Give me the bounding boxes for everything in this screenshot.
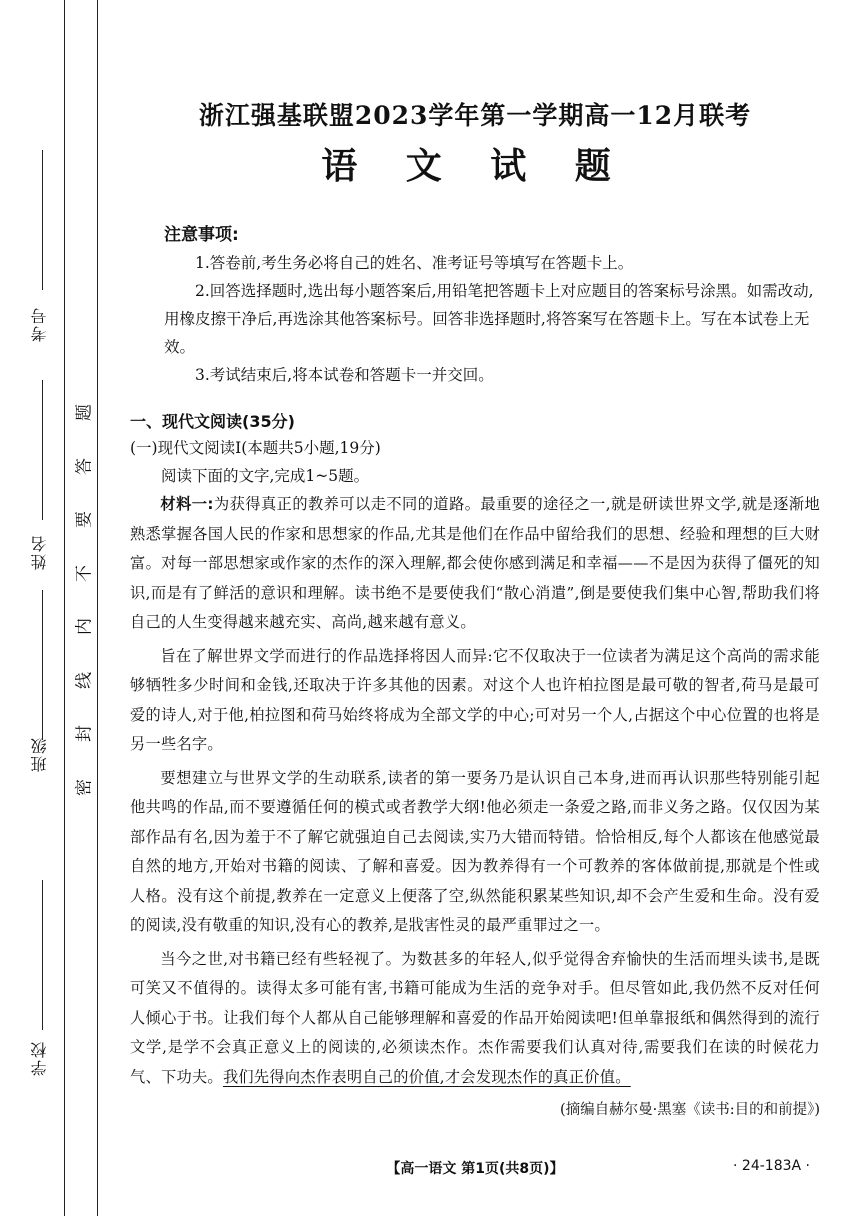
- name-blank: [42, 380, 43, 520]
- passage-paragraph: [130, 945, 820, 1093]
- passage-paragraph: 旨在了解世界文学而进行的作品选择将因人而异:它不仅取决于一位读者为满足这个高尚的需求能够牺牲多少时间和金钱,还取决于许多其他的因素。对这个人也许柏拉图是最可敬的智者,荷马是最可爱的诗人,对于他,柏拉图和荷马始终将成为全部文学的中心;可对另一个人,占据这个中心位置的也将是另一些名字。: [130, 646, 820, 753]
- name-label: 姓名: [30, 534, 49, 570]
- seal-char: 内: [74, 618, 95, 636]
- seal-char: 题: [74, 404, 95, 421]
- note-item: 3.考试结束后,将本试卷和答题卡一并交回。: [195, 366, 494, 384]
- exam-no-blank: [42, 150, 43, 290]
- section-heading: 一、现代文阅读(35分): [130, 412, 295, 431]
- paragraph-text: 当今之世,对书籍已经有些轻视了。为数甚多的年轻人,似乎觉得舍弃愉快的生活而埋头读书,是既可笑又不值得的。读得太多可能有害,书籍可能成为生活的竞争对手。但尽管如此,我仍然不反对任何人倾心于书。让我们每个人都从自己能够理解和喜爱的作品开始阅读吧!但单靠报纸和偶然得到的流行文学,是学不会真正意义上的阅读的,必须读杰作。杰作需要我们认真对待,需要我们在读的时候花力气、下功夫。: [130, 949, 820, 1086]
- paragraph-text: 为获得真正的教养可以走不同的道路。最重要的途径之一,就是研读世界文学,就是逐渐地熟悉掌握各国人民的作家和思想家的作品,尤其是他们在作品中留给我们的思想、经验和理想的巨大财富。对每一部思想家或作家的杰作的深入理解,都会使你感到满足和幸福——不是因为获得了僵死的知识,而是有了鲜活的意识和理解。读书绝不是要使我们“散心消遣”,倒是要使我们集中心智,帮助我们将自己的人生变得越来越充实、高尚,越来越有意义。: [130, 495, 821, 631]
- notes-heading: 注意事项:: [164, 225, 239, 245]
- seal-line-notice: [72, 400, 95, 800]
- reading-instruction: 阅读下面的文字,完成1~5题。: [161, 467, 370, 485]
- exam-page-content: [130, 96, 820, 1119]
- subsection-heading: (一)现代文阅读Ⅰ(本题共5小题,19分): [130, 439, 381, 457]
- underlined-sentence: 我们先得向杰作表明自己的价值,才会发现杰作的真正价值。: [222, 1067, 631, 1086]
- material-label: 材料一:: [160, 495, 214, 513]
- reading-passage: [130, 490, 820, 1119]
- margin-rule-inner: [97, 0, 98, 1216]
- school-blank: [42, 880, 43, 1030]
- seal-char: 密: [74, 778, 95, 796]
- school-label: 学校: [30, 1040, 49, 1076]
- passage-source: (摘编自赫尔曼·黑塞《读书:目的和前提》): [559, 1102, 820, 1118]
- exam-title: 浙江强基联盟2023学年第一学期高一12月联考: [198, 101, 752, 130]
- notes-block: [130, 221, 820, 389]
- note-item: 2.回答选择题时,选出每小题答案后,用铅笔把答题卡上对应题目的答案标号涂黑。如需改动,用橡皮擦干净后,再选涂其他答案标号。回答非选择题时,将答案写在答题卡上。写在本试卷上无效。: [164, 282, 814, 356]
- page-footer: [130, 1158, 820, 1178]
- note-item: 1.答卷前,考生务必将自己的姓名、准考证号等填写在答题卡上。: [195, 254, 634, 272]
- class-label: 班级: [30, 736, 49, 772]
- seal-char: 不: [74, 564, 95, 582]
- passage-paragraph: [130, 490, 820, 638]
- page-label: 【高一语文 第1页(共8页)】: [386, 1161, 564, 1177]
- exam-no-label: 考号: [30, 306, 49, 342]
- margin-rule-outer: [64, 0, 65, 1216]
- seal-char: 封: [74, 725, 95, 743]
- seal-char: 答: [74, 457, 95, 475]
- paper-code: · 24-183A ·: [733, 1158, 810, 1174]
- exam-subject: 语 文 试 题: [321, 145, 629, 187]
- seal-char: 线: [74, 671, 95, 689]
- class-blank: [42, 590, 43, 740]
- seal-char: 要: [74, 511, 95, 529]
- passage-paragraph: 要想建立与世界文学的生动联系,读者的第一要务乃是认识自己本身,进而再认识那些特别能引起他共鸣的作品,而不要遵循任何的模式或者教学大纲!他必须走一条爱之路,而非义务之路。仅仅因为某部作品有名,因为羞于不了解它就强迫自己去阅读,实乃大错而特错。恰恰相反,每个人都该在他感觉最自然的地方,开始对书籍的阅读、了解和喜爱。因为教养得有一个可教养的客体做前提,那就是个性或人格。没有这个前提,教养在一定意义上便落了空,纵然能积累某些知识,却不会产生爱和生命。没有爱的阅读,没有敬重的知识,没有心的教养,是戕害性灵的最严重罪过之一。: [130, 768, 820, 934]
